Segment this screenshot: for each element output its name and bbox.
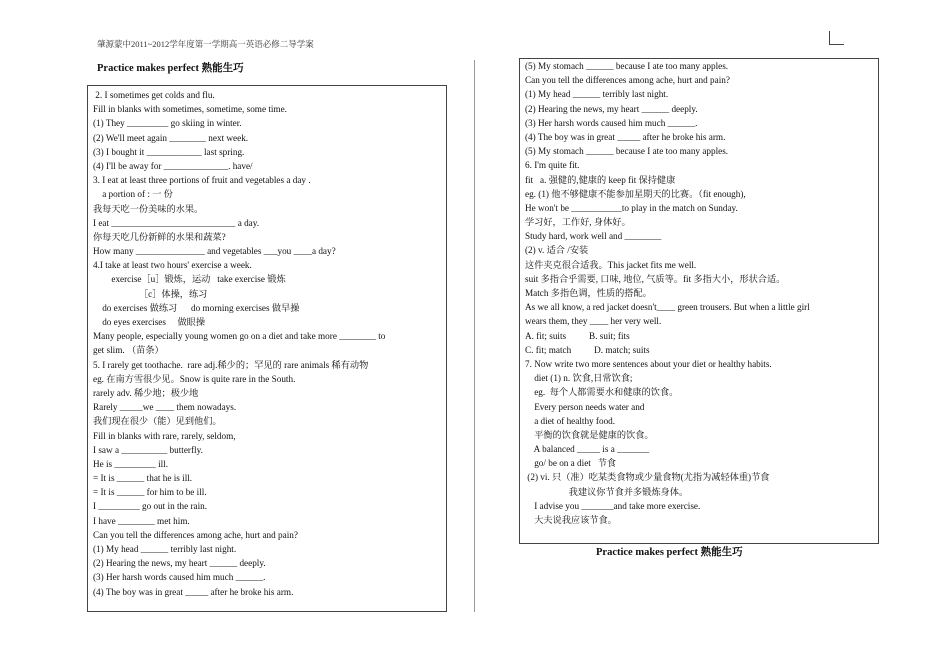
text-line: Fill in blanks with sometimes, sometime, some time.: [93, 104, 287, 115]
corner-mark: [829, 31, 844, 45]
text-line: I advise you _______and take more exercise.: [525, 500, 701, 511]
text-line: Rarely _____we ____ them nowadays.: [93, 402, 237, 413]
text-line: A balanced _____ is a _______: [525, 444, 650, 455]
text-line: A. fit; suits B. suit; fits: [525, 330, 630, 341]
text-line: 5. I rarely get toothache. rare adj.稀少的；罕见的 rare animals 稀有动物: [93, 359, 369, 370]
text-line: How many _______________ and vegetables ___you ____a day?: [93, 246, 336, 257]
text-line: wears them, they ____ her very well.: [525, 316, 662, 327]
text-line: go/ be on a diet 节食: [525, 458, 617, 469]
text-line: do exercises 做练习 do morning exercises 做早操: [93, 302, 300, 313]
text-line: (5) My stomach ______ because I ate too many apples.: [525, 61, 729, 71]
text-line: = It is ______ that he is ill.: [93, 473, 193, 484]
text-line: (2) vi. 只（准）吃某类食物或少量食物(尤指为减轻体重)节食: [525, 472, 770, 483]
text-line: suit 多指合乎需要, 口味, 地位, 气质等。fit 多指大小，形状合适。: [525, 273, 786, 284]
text-line: Can you tell the differences among ache, hurt and pain?: [93, 529, 298, 540]
document-header: 肇源蒙中2011~2012学年度第一学期高一英语必修二导学案: [97, 39, 314, 49]
text-line: eg. 每个人都需要水和健康的饮食。: [525, 387, 679, 398]
text-line: do eyes exercises 做眼操: [93, 317, 206, 327]
text-line: He is _________ ill.: [93, 458, 169, 469]
text-line: 2. I sometimes get colds and flu.: [93, 90, 215, 100]
text-line: (1) My head ______ terribly last night.: [93, 544, 237, 554]
text-line: ［c］体操，练习: [93, 288, 208, 299]
text-line: I have ________ met him.: [93, 515, 190, 526]
text-line: get slim. （苗条）: [93, 345, 164, 356]
text-line: I _________ go out in the rain.: [93, 501, 208, 512]
text-line: (2) Hearing the news, my heart ______ deeply.: [93, 558, 266, 569]
text-line: 大夫说我应该节食。: [525, 515, 617, 525]
text-line: 我每天吃一份美味的水果。: [93, 203, 204, 214]
text-line: As we all know, a red jacket doesn't____ green trousers. But when a little girl: [525, 302, 810, 313]
text-line: 学习好，工作好, 身体好。: [525, 217, 631, 228]
left-text-column: [93, 88, 385, 599]
text-line: 7. Now write two more sentences about your diet or healthy habits.: [525, 358, 772, 369]
text-line: fit a. 强健的,健康的 keep fit 保持健康: [525, 174, 676, 185]
text-line: (4) The boy was in great _____ after he broke his arm.: [93, 586, 294, 597]
text-line: (4) The boy was in great _____ after he broke his arm.: [525, 131, 726, 142]
text-line: C. fit; match D. match; suits: [525, 344, 650, 355]
text-line: 3. I eat at least three portions of fruit and vegetables a day .: [93, 175, 311, 186]
text-line: 我建议你节食并多锻炼身体。: [525, 486, 689, 497]
text-line: Study hard, work well and ________: [525, 231, 662, 242]
text-line: diet (1) n. 饮食,日常饮食;: [525, 373, 633, 384]
text-line: I eat ___________________________ a day.: [93, 217, 260, 228]
text-line: (3) Her harsh words caused him much ______.: [93, 572, 266, 583]
text-line: (2) We'll meet again ________ next week.: [93, 132, 249, 143]
column-divider: [474, 60, 475, 612]
text-line: (5) My stomach ______ because I ate too many apples.: [525, 146, 729, 157]
text-line: 我们现在很少（能）见到他们。: [93, 416, 222, 427]
page-title-left: Practice makes perfect 熟能生巧: [97, 63, 244, 74]
text-line: Many people, especially young women go on a diet and take more ________ to: [93, 331, 386, 342]
text-line: Every person needs water and: [525, 401, 645, 412]
text-line: = It is ______ for him to be ill.: [93, 487, 207, 498]
text-line: Match 多指色调，性质的搭配。: [525, 288, 652, 298]
text-line: (1) They _________ go skiing in winter.: [93, 118, 242, 129]
text-line: (4) I'll be away for ______________. have/: [93, 160, 253, 171]
right-text-column: [525, 59, 810, 527]
text-line: (3) I bought it ____________ last spring.: [93, 146, 245, 157]
text-line: Can you tell the differences among ache, hurt and pain?: [525, 75, 730, 86]
text-line: (2) Hearing the news, my heart ______ deeply.: [525, 103, 698, 114]
text-line: a diet of healthy food.: [525, 415, 616, 426]
text-line: rarely adv. 稀少地；极少地: [93, 387, 199, 398]
text-line: 你每天吃几份新鲜的水果和蔬菜?: [93, 231, 226, 242]
text-line: He won't be ___________to play in the match on Sunday.: [525, 202, 738, 213]
page-title-right: Practice makes perfect 熟能生巧: [596, 547, 743, 558]
text-line: (1) My head ______ terribly last night.: [525, 89, 669, 100]
text-line: (2) v. 适合 /安装: [525, 245, 589, 256]
text-line: eg. 在南方雪很少见。Snow is quite rare in the South.: [93, 373, 296, 384]
text-line: 这件夹克很合适我。This jacket fits me well.: [525, 259, 697, 270]
text-line: eg. (1) 他不够健康不能参加星期天的比赛。（fit enough),: [525, 188, 746, 199]
text-line: exercise［u］锻炼，运动 take exercise 锻炼: [93, 274, 286, 285]
text-line: I saw a __________ butterfly.: [93, 444, 203, 455]
text-line: (3) Her harsh words caused him much ______.: [525, 117, 698, 128]
text-line: 6. I'm quite fit.: [525, 160, 580, 171]
text-line: 平衡的饮食就是健康的饮食。: [525, 429, 654, 440]
text-line: 4.I take at least two hours' exercise a week.: [93, 260, 252, 271]
text-line: Fill in blanks with rare, rarely, seldom,: [93, 430, 236, 441]
text-line: a portion of : 一 份: [93, 189, 173, 200]
